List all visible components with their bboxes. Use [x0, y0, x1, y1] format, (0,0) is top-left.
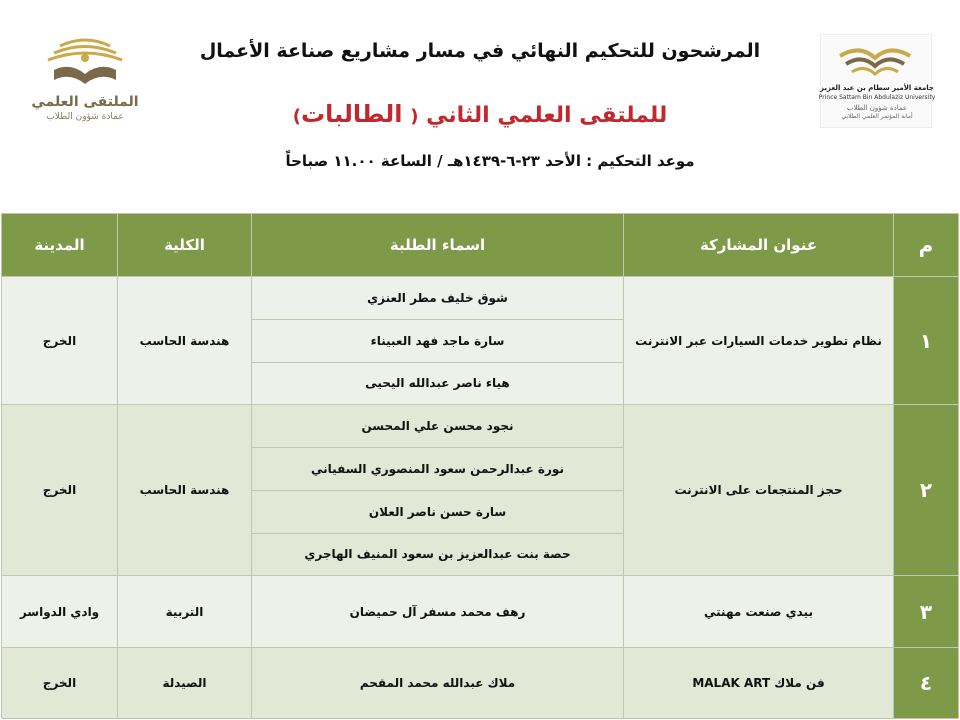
right-logo-line2: Prince Sattam Bin Abdulaziz University: [818, 94, 936, 101]
candidates-table: [1, 213, 959, 719]
row-number: ١: [894, 277, 959, 405]
page-subtitle: [170, 100, 790, 128]
header-students: اسماء الطلبة: [252, 214, 624, 277]
schedule-line: موعد التحكيم : الأحد ٢٣-٦-١٤٣٩هـ / الساعة ١١.٠٠ صباحاً: [285, 152, 695, 170]
right-logo-line4: أمانة المؤتمر العلمي الطلابي: [841, 113, 913, 120]
row-number: ٤: [894, 647, 959, 718]
student-name: سارة حسن ناصر العلان: [252, 490, 624, 533]
subtitle-main: للملتقى العلمي الثاني: [426, 103, 668, 128]
subtitle-open-paren: (: [410, 106, 419, 127]
college-name: هندسة الحاسب: [118, 277, 252, 405]
right-logo-line1: جامعة الأمير سطام بن عبد العزيز: [820, 84, 934, 92]
subtitle-close-paren: ): [292, 106, 301, 127]
left-logo-title: الملتقى العلمي: [31, 94, 139, 110]
header-college: الكلية: [118, 214, 252, 277]
left-logo-subtitle: عمادة شؤون الطلاب: [46, 112, 124, 122]
right-logo-line3: عمادة شؤون الطلاب: [846, 104, 908, 112]
city-name: الخرج: [2, 405, 118, 576]
subtitle-highlight: الطالبات: [300, 100, 403, 128]
city-name: الخرج: [2, 277, 118, 405]
project-title: حجز المنتجعات على الانترنت: [624, 405, 894, 576]
row-number: ٢: [894, 405, 959, 576]
table-row: [2, 405, 959, 448]
page-title: المرشحون للتحكيم النهائي في مسار مشاريع صناعة الأعمال: [199, 40, 761, 62]
college-name: الصيدلة: [118, 647, 252, 718]
city-name: الخرج: [2, 647, 118, 718]
student-name: سارة ماجد فهد العبيناء: [252, 319, 624, 362]
table-row: [2, 647, 959, 718]
student-name: شوق خليف مطر العنزي: [252, 277, 624, 320]
student-name: نورة عبدالرحمن سعود المنصوري السفياني: [252, 448, 624, 491]
row-number: ٣: [894, 576, 959, 647]
header-city: المدينة: [2, 214, 118, 277]
university-logo-icon: [820, 34, 930, 84]
project-title: فن ملاك MALAK ART: [624, 647, 894, 718]
project-title: نظام تطوير خدمات السيارات عبر الانترنت: [624, 277, 894, 405]
student-name: ملاك عبدالله محمد المقحم: [252, 647, 624, 718]
header-project: عنوان المشاركة: [624, 214, 894, 277]
open-book-icon: [20, 28, 150, 92]
left-logo: [20, 28, 150, 128]
student-name: هياء ناصر عبدالله اليحيى: [252, 362, 624, 405]
table-row: [2, 277, 959, 320]
college-name: التربية: [118, 576, 252, 647]
header-num: م: [894, 214, 959, 277]
table-row: [2, 576, 959, 647]
student-name: حصة بنت عبدالعزيز بن سعود المنيف الهاجري: [252, 533, 624, 576]
table-header-row: [2, 214, 959, 277]
project-title: بيدي صنعت مهنتي: [624, 576, 894, 647]
student-name: نجود محسن علي المحسن: [252, 405, 624, 448]
right-logo: [812, 28, 942, 128]
student-name: رهف محمد مسفر آل حميضان: [252, 576, 624, 647]
college-name: هندسة الحاسب: [118, 405, 252, 576]
city-name: وادي الدواسر: [2, 576, 118, 647]
